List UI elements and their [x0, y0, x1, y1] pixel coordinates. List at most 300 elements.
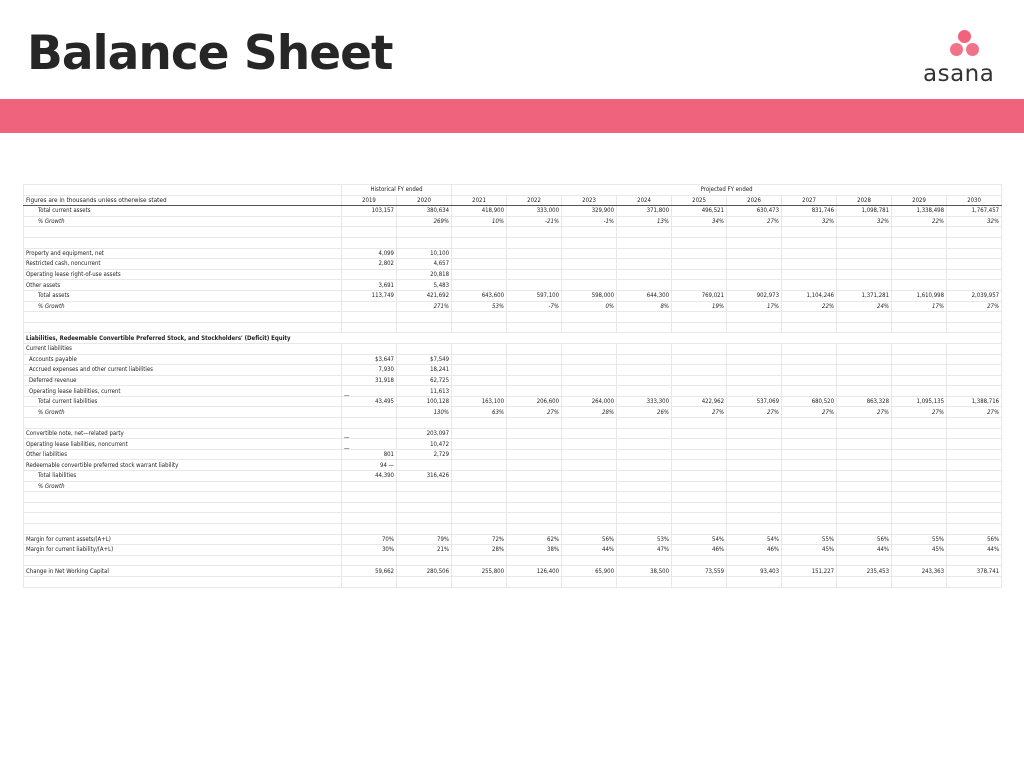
value-cell [837, 237, 892, 248]
value-cell: 62% [507, 534, 562, 545]
value-cell [562, 227, 617, 238]
value-cell [672, 259, 727, 270]
row-label: Current liabilities [24, 343, 342, 354]
value-cell [947, 471, 1002, 482]
value-cell [507, 269, 562, 280]
value-cell: 130% [397, 407, 452, 418]
value-cell [892, 502, 947, 513]
value-cell [507, 481, 562, 492]
blank-row [24, 237, 1002, 248]
value-cell: 59,662 [342, 566, 397, 577]
value-cell [837, 481, 892, 492]
value-cell [837, 386, 892, 397]
value-cell: 680,520 [782, 396, 837, 407]
value-cell: 597,100 [507, 290, 562, 301]
value-cell: 38,500 [617, 566, 672, 577]
value-cell [782, 375, 837, 386]
value-cell [892, 343, 947, 354]
value-cell: 27% [782, 407, 837, 418]
value-cell [452, 502, 507, 513]
value-cell [727, 471, 782, 482]
value-cell [837, 375, 892, 386]
table-row [24, 439, 1002, 450]
value-cell [892, 428, 947, 439]
value-cell [617, 322, 672, 333]
table-row [24, 471, 1002, 482]
value-cell: 644,300 [617, 290, 672, 301]
value-cell [452, 354, 507, 365]
value-cell: 103,157 [342, 206, 397, 217]
value-cell [617, 513, 672, 524]
value-cell: 13% [617, 216, 672, 227]
value-cell [782, 248, 837, 259]
table-row [24, 375, 1002, 386]
value-cell [782, 365, 837, 376]
value-cell [947, 365, 1002, 376]
blank-row [24, 513, 1002, 524]
value-cell [672, 354, 727, 365]
value-cell [672, 312, 727, 323]
value-cell: 27% [727, 216, 782, 227]
value-cell: $7,549 [397, 354, 452, 365]
value-cell: 27% [947, 407, 1002, 418]
value-cell: 22% [892, 216, 947, 227]
value-cell: 54% [727, 534, 782, 545]
balance-sheet-table [23, 184, 1002, 588]
value-cell: 27% [892, 407, 947, 418]
row-label [24, 492, 342, 503]
value-cell [507, 492, 562, 503]
value-cell [452, 269, 507, 280]
value-cell [562, 269, 617, 280]
value-cell [672, 555, 727, 566]
value-cell [837, 280, 892, 291]
value-cell: 1,104,246 [782, 290, 837, 301]
value-cell: 113,749 [342, 290, 397, 301]
year-header: 2023 [562, 195, 617, 206]
value-cell: 30% [342, 545, 397, 556]
value-cell [892, 481, 947, 492]
value-cell [782, 439, 837, 450]
value-cell [562, 259, 617, 270]
value-cell [342, 386, 397, 397]
value-cell [837, 502, 892, 513]
value-cell [452, 449, 507, 460]
value-cell [947, 418, 1002, 429]
value-cell: 1,338,498 [892, 206, 947, 217]
value-cell [562, 365, 617, 376]
value-cell [617, 354, 672, 365]
value-cell: 333,300 [617, 396, 672, 407]
value-cell: 2,802 [342, 259, 397, 270]
value-cell [452, 428, 507, 439]
value-cell [837, 269, 892, 280]
blank-row [24, 312, 1002, 323]
value-cell: 2,039,957 [947, 290, 1002, 301]
value-cell [892, 524, 947, 535]
value-cell [617, 471, 672, 482]
value-cell [672, 343, 727, 354]
value-cell [562, 460, 617, 471]
value-cell [617, 227, 672, 238]
value-cell [892, 460, 947, 471]
value-cell [782, 227, 837, 238]
value-cell [672, 502, 727, 513]
value-cell [342, 237, 397, 248]
value-cell [397, 513, 452, 524]
value-cell [782, 237, 837, 248]
nil-dash: — [344, 434, 350, 439]
value-cell: 329,900 [562, 206, 617, 217]
value-cell: 3,691 [342, 280, 397, 291]
value-cell: 17% [727, 301, 782, 312]
value-cell [672, 248, 727, 259]
value-cell: $3,647 [342, 354, 397, 365]
value-cell [507, 259, 562, 270]
value-cell: 10,472 [397, 439, 452, 450]
value-cell [892, 471, 947, 482]
value-cell [507, 280, 562, 291]
asana-dots-icon [947, 30, 981, 60]
value-cell [617, 343, 672, 354]
value-cell [837, 312, 892, 323]
value-cell [562, 576, 617, 587]
value-cell [397, 322, 452, 333]
value-cell: 53% [452, 301, 507, 312]
value-cell: 22% [782, 301, 837, 312]
value-cell: -7% [507, 301, 562, 312]
value-cell [562, 428, 617, 439]
value-cell [507, 439, 562, 450]
table-row [24, 301, 1002, 312]
logo-wordmark: asana [923, 61, 995, 87]
value-cell [947, 354, 1002, 365]
row-label [24, 576, 342, 587]
table-row [24, 545, 1002, 556]
value-cell [507, 428, 562, 439]
value-cell [782, 428, 837, 439]
value-cell [782, 576, 837, 587]
value-cell [562, 386, 617, 397]
table-row [24, 407, 1002, 418]
value-cell [727, 248, 782, 259]
row-label: Total liabilities [24, 471, 342, 482]
value-cell [672, 449, 727, 460]
value-cell [947, 375, 1002, 386]
year-header: 2022 [507, 195, 562, 206]
value-cell [452, 248, 507, 259]
value-cell [507, 354, 562, 365]
value-cell: 44% [837, 545, 892, 556]
value-cell: 380,634 [397, 206, 452, 217]
value-cell [507, 365, 562, 376]
value-cell [727, 481, 782, 492]
value-cell [342, 502, 397, 513]
blank-row [24, 502, 1002, 513]
value-cell [837, 259, 892, 270]
value-cell [837, 343, 892, 354]
value-cell: 93,403 [727, 566, 782, 577]
value-cell [837, 439, 892, 450]
value-cell [452, 418, 507, 429]
value-cell: 44,390 [342, 471, 397, 482]
value-cell [782, 269, 837, 280]
value-cell [452, 312, 507, 323]
row-label [24, 227, 342, 238]
blank-row [24, 524, 1002, 535]
value-cell [727, 513, 782, 524]
row-label [24, 322, 342, 333]
value-cell [947, 259, 1002, 270]
value-cell [452, 322, 507, 333]
value-cell [617, 280, 672, 291]
value-cell: 255,800 [452, 566, 507, 577]
value-cell [892, 439, 947, 450]
value-cell [947, 343, 1002, 354]
value-cell [507, 375, 562, 386]
value-cell [342, 312, 397, 323]
year-header: 2025 [672, 195, 727, 206]
value-cell: 62,725 [397, 375, 452, 386]
value-cell [892, 248, 947, 259]
value-cell [617, 492, 672, 503]
value-cell: 280,506 [397, 566, 452, 577]
value-cell [617, 555, 672, 566]
table-row [24, 290, 1002, 301]
table-row [24, 449, 1002, 460]
value-cell [617, 481, 672, 492]
row-label: % Growth [24, 216, 342, 227]
row-label: Operating lease liabilities, current [24, 386, 342, 397]
value-cell [892, 322, 947, 333]
value-cell: 45% [892, 545, 947, 556]
row-label: Operating lease liabilities, noncurrent [24, 439, 342, 450]
value-cell: 203,097 [397, 428, 452, 439]
value-cell [562, 555, 617, 566]
projected-header: Projected FY ended [452, 185, 1002, 196]
row-label [24, 237, 342, 248]
value-cell [342, 343, 397, 354]
value-cell: 32% [837, 216, 892, 227]
value-cell: 264,000 [562, 396, 617, 407]
value-cell: 94 — [342, 460, 397, 471]
value-cell [837, 227, 892, 238]
value-cell [562, 237, 617, 248]
value-cell [727, 460, 782, 471]
value-cell [617, 524, 672, 535]
value-cell [727, 418, 782, 429]
value-cell [452, 513, 507, 524]
value-cell: 54% [672, 534, 727, 545]
value-cell [892, 312, 947, 323]
value-cell [342, 481, 397, 492]
value-cell [397, 343, 452, 354]
value-cell [782, 502, 837, 513]
value-cell [782, 555, 837, 566]
value-cell [617, 386, 672, 397]
value-cell [397, 576, 452, 587]
value-cell [562, 439, 617, 450]
value-cell [672, 227, 727, 238]
value-cell: 235,453 [837, 566, 892, 577]
value-cell [507, 312, 562, 323]
value-cell [782, 322, 837, 333]
value-cell [672, 418, 727, 429]
value-cell [397, 460, 452, 471]
value-cell [672, 322, 727, 333]
value-cell [782, 524, 837, 535]
value-cell: 63% [452, 407, 507, 418]
value-cell [837, 248, 892, 259]
value-cell [892, 576, 947, 587]
value-cell [342, 439, 397, 450]
value-cell [892, 280, 947, 291]
header-band [0, 99, 1024, 133]
value-cell: 863,328 [837, 396, 892, 407]
value-cell: 21% [397, 545, 452, 556]
value-cell [727, 576, 782, 587]
value-cell: 27% [672, 407, 727, 418]
value-cell [562, 354, 617, 365]
value-cell [782, 481, 837, 492]
value-cell: 26% [617, 407, 672, 418]
value-cell [947, 576, 1002, 587]
nil-dash: — [344, 392, 350, 397]
value-cell [782, 513, 837, 524]
value-cell [892, 492, 947, 503]
value-cell [727, 386, 782, 397]
value-cell: 72% [452, 534, 507, 545]
value-cell [727, 365, 782, 376]
value-cell: 56% [947, 534, 1002, 545]
value-cell [672, 576, 727, 587]
value-cell [782, 259, 837, 270]
value-cell [947, 386, 1002, 397]
row-label: % Growth [24, 481, 342, 492]
value-cell [947, 481, 1002, 492]
value-cell [507, 322, 562, 333]
value-cell [562, 248, 617, 259]
value-cell [947, 280, 1002, 291]
value-cell: 28% [562, 407, 617, 418]
value-cell: 79% [397, 534, 452, 545]
value-cell: 1,388,716 [947, 396, 1002, 407]
row-label: Liabilities, Redeemable Convertible Preferred Stock, and Stockholders' (Deficit) Equity [24, 333, 1002, 344]
row-label: Property and equipment, net [24, 248, 342, 259]
value-cell [672, 365, 727, 376]
value-cell [782, 354, 837, 365]
value-cell: 24% [837, 301, 892, 312]
row-label [24, 513, 342, 524]
value-cell [507, 471, 562, 482]
table-row [24, 343, 1002, 354]
value-cell [562, 481, 617, 492]
value-cell [452, 386, 507, 397]
value-cell: 902,973 [727, 290, 782, 301]
value-cell [507, 555, 562, 566]
value-cell [342, 407, 397, 418]
value-cell: 100,128 [397, 396, 452, 407]
value-cell: 418,900 [452, 206, 507, 217]
value-cell [342, 555, 397, 566]
value-cell: 421,692 [397, 290, 452, 301]
value-cell [507, 513, 562, 524]
value-cell [947, 449, 1002, 460]
value-cell [342, 322, 397, 333]
value-cell [452, 280, 507, 291]
value-cell: -21% [507, 216, 562, 227]
value-cell: 56% [837, 534, 892, 545]
row-label: Margin for current assets/(A+L) [24, 534, 342, 545]
value-cell: 271% [397, 301, 452, 312]
row-label: Operating lease right-of-use assets [24, 269, 342, 280]
value-cell: 243,363 [892, 566, 947, 577]
value-cell [617, 439, 672, 450]
value-cell [837, 492, 892, 503]
row-label: % Growth [24, 301, 342, 312]
table-row [24, 269, 1002, 280]
value-cell [452, 227, 507, 238]
value-cell: 1,767,457 [947, 206, 1002, 217]
value-cell: 5,483 [397, 280, 452, 291]
value-cell [947, 513, 1002, 524]
value-cell: 55% [892, 534, 947, 545]
value-cell: 151,227 [782, 566, 837, 577]
blank-row [24, 492, 1002, 503]
value-cell [507, 460, 562, 471]
value-cell [947, 524, 1002, 535]
table-row [24, 534, 1002, 545]
value-cell [782, 280, 837, 291]
value-cell: 11,613 [397, 386, 452, 397]
value-cell [507, 248, 562, 259]
value-cell: 1,098,781 [837, 206, 892, 217]
row-label: Total assets [24, 290, 342, 301]
value-cell [672, 439, 727, 450]
value-cell [782, 312, 837, 323]
year-header: 2020 [397, 195, 452, 206]
blank-row [24, 576, 1002, 587]
value-cell [782, 386, 837, 397]
year-header: 2030 [947, 195, 1002, 206]
value-cell [397, 312, 452, 323]
row-label: % Growth [24, 407, 342, 418]
value-cell [892, 449, 947, 460]
value-cell [727, 322, 782, 333]
value-cell [672, 428, 727, 439]
table-row [24, 566, 1002, 577]
value-cell [727, 375, 782, 386]
value-cell [507, 502, 562, 513]
value-cell [617, 312, 672, 323]
value-cell [947, 227, 1002, 238]
year-header: 2021 [452, 195, 507, 206]
value-cell: 1,610,998 [892, 290, 947, 301]
value-cell [397, 418, 452, 429]
value-cell [617, 269, 672, 280]
value-cell: 18,241 [397, 365, 452, 376]
value-cell: 10,100 [397, 248, 452, 259]
value-cell [672, 481, 727, 492]
value-cell: 27% [947, 301, 1002, 312]
table-row [24, 333, 1002, 344]
value-cell [617, 418, 672, 429]
value-cell [397, 524, 452, 535]
value-cell [947, 322, 1002, 333]
value-cell [452, 492, 507, 503]
value-cell: 496,521 [672, 206, 727, 217]
value-cell [397, 492, 452, 503]
